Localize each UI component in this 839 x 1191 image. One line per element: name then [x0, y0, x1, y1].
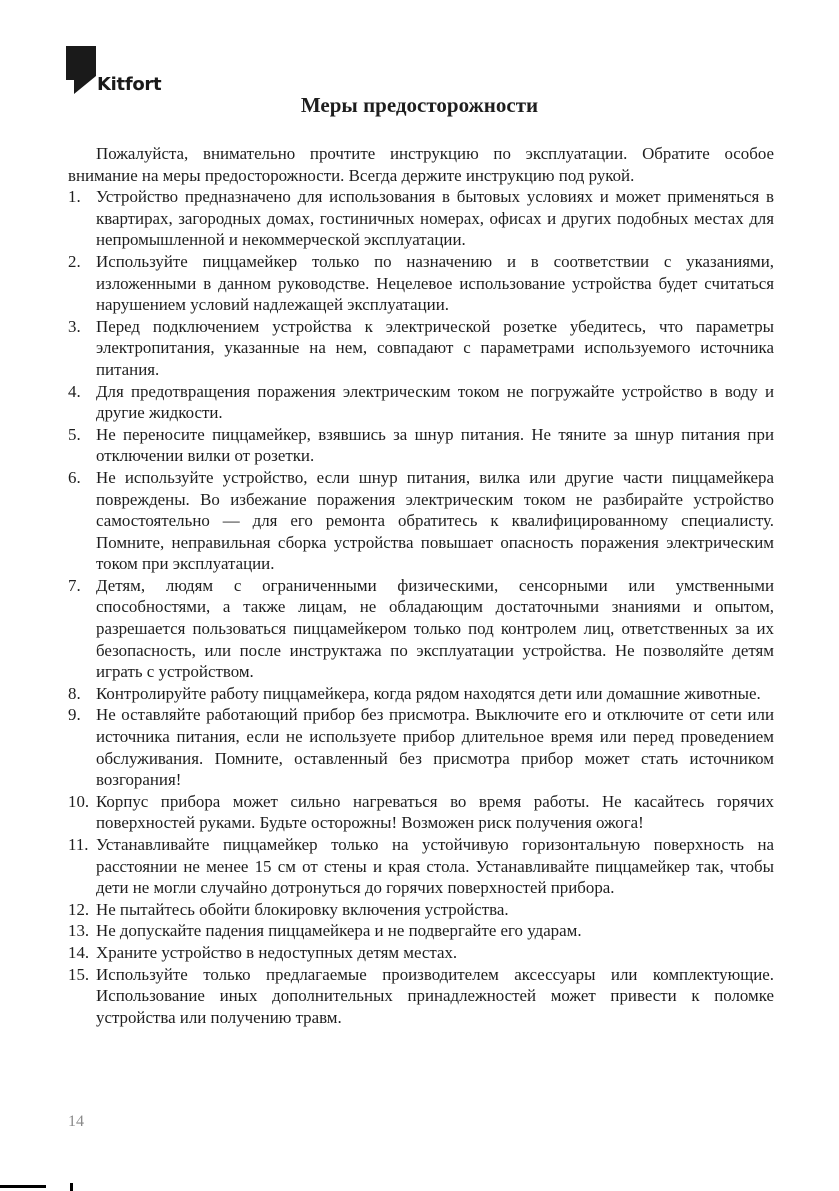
print-crop-mark: [0, 1185, 46, 1188]
safety-rule-item: [68, 683, 774, 705]
safety-rule-text: Для предотвращения поражения электрическим током не погружайте устройство в воду и другие жидкости.: [96, 381, 774, 423]
safety-rule-number: 15.: [68, 964, 90, 984]
safety-rule-item: [68, 791, 774, 834]
safety-rule-text: Не используйте устройство, если шнур питания, вилка или другие части пиццамейкера повреждены. Во избежание поражения электрическим током не разбирайте устройство самостоятельно — для его ремонта обратитесь к квалифицированному специалисту. Помните, неправильная сборка устройства повышает опасность поражения электрическим током при эксплуатации.: [96, 467, 774, 574]
safety-rule-item: [68, 920, 774, 942]
safety-rule-item: [68, 964, 774, 1029]
safety-rule-number: 9.: [68, 705, 81, 725]
page-title: Меры предосторожности: [300, 93, 539, 117]
safety-rule-number: 5.: [68, 424, 81, 444]
safety-rule-text: Не допускайте падения пиццамейкера и не подвергайте его ударам.: [96, 921, 582, 941]
safety-rule-item: [68, 316, 774, 381]
safety-rule-text: Перед подключением устройства к электрической розетке убедитесь, что параметры электропитания, указанные на нем, совпадают с параметрами используемого источника питания.: [96, 316, 774, 379]
page-number: 14: [68, 1113, 84, 1130]
safety-rule-text: Не переносите пиццамейкер, взявшись за шнур питания. Не тяните за шнур питания при отключении вилки от розетки.: [96, 424, 774, 466]
safety-rule-item: [68, 942, 774, 964]
safety-rule-text: Не оставляйте работающий прибор без присмотра. Выключите его и отключите от сети или источника питания, если не используете прибор длительное время или перед проведением обслуживания. Помните, оставленный без присмотра прибор может стать источником возгорания!: [96, 705, 774, 790]
document-body: [68, 143, 774, 1028]
safety-rule-number: 10.: [68, 791, 90, 811]
safety-rule-number: 7.: [68, 575, 81, 595]
safety-rule-item: [68, 381, 774, 424]
safety-rule-text: Не пытайтесь обойти блокировку включения устройства.: [96, 899, 509, 919]
print-crop-tick: [70, 1183, 73, 1191]
safety-rule-number: 12.: [68, 899, 90, 919]
safety-rule-number: 1.: [68, 187, 81, 207]
safety-rule-number: 2.: [68, 251, 81, 271]
kitfort-logo-mark-icon: [66, 46, 96, 96]
safety-rule-text: Храните устройство в недоступных детям местах.: [96, 942, 458, 962]
safety-rule-text: Контролируйте работу пиццамейкера, когда рядом находятся дети или домашние животные.: [96, 683, 761, 703]
safety-rule-item: [68, 251, 774, 316]
safety-rule-item: [68, 704, 774, 790]
safety-rule-item: [68, 575, 774, 683]
brand-logo: [66, 46, 161, 96]
safety-rule-number: 14.: [68, 942, 90, 962]
safety-rule-number: 11.: [68, 835, 89, 854]
safety-rule-number: 8.: [68, 683, 81, 703]
intro-paragraph: Пожалуйста, внимательно прочтите инструкцию по эксплуатации. Обратите особое внимание на меры предосторожности. Всегда держите инструкцию под рукой.: [68, 144, 774, 185]
safety-rule-item: [68, 186, 774, 251]
brand-logo-text: Kitfort: [97, 74, 162, 95]
safety-rule-item: [68, 467, 774, 575]
safety-rule-text: Устанавливайте пиццамейкер только на устойчивую горизонтальную поверхность на расстоянии не менее 15 см от стены и края стола. Устанавливайте пиццамейкер так, чтобы дети не могли случайно дотронуться до горячих поверхностей прибора.: [96, 835, 774, 898]
safety-rule-number: 6.: [68, 467, 81, 487]
safety-rule-text: Используйте только предлагаемые производителем аксессуары или комплектующие. Использование иных дополнительных принадлежностей может привести к поломке устройства или получению травм.: [96, 964, 774, 1027]
safety-rules-list: [68, 186, 774, 1028]
safety-rule-text: Устройство предназначено для использования в бытовых условиях и может применяться в квартирах, загородных домах, гостиничных номерах, офисах и других подобных местах для непромышленной и некоммерческой эксплуатации.: [96, 187, 774, 250]
safety-rule-text: Корпус прибора может сильно нагреваться во время работы. Не касайтесь горячих поверхностей руками. Будьте осторожны! Возможен риск получения ожога!: [96, 791, 774, 833]
safety-rule-item: [68, 424, 774, 467]
safety-rule-number: 3.: [68, 316, 81, 336]
safety-rule-item: [68, 834, 774, 899]
safety-rule-number: 4.: [68, 381, 81, 401]
safety-rule-text: Используйте пиццамейкер только по назначению и в соответствии с указаниями, изложенными в данном руководстве. Нецелевое использование устройства будет считаться нарушением условий надлежащей эксплуатации.: [96, 251, 774, 315]
safety-rule-text: Детям, людям с ограниченными физическими, сенсорными или умственными способностями, а также лицам, не обладающим достаточными знаниями и опытом, разрешается пользоваться пиццамейкером только под контролем лиц, ответственных за их безопасность, или после инструктажа по эксплуатации устройства. Не позволяйте детям играть с устройством.: [96, 575, 774, 682]
safety-rule-number: 13.: [68, 921, 90, 941]
safety-rule-item: [68, 899, 774, 921]
